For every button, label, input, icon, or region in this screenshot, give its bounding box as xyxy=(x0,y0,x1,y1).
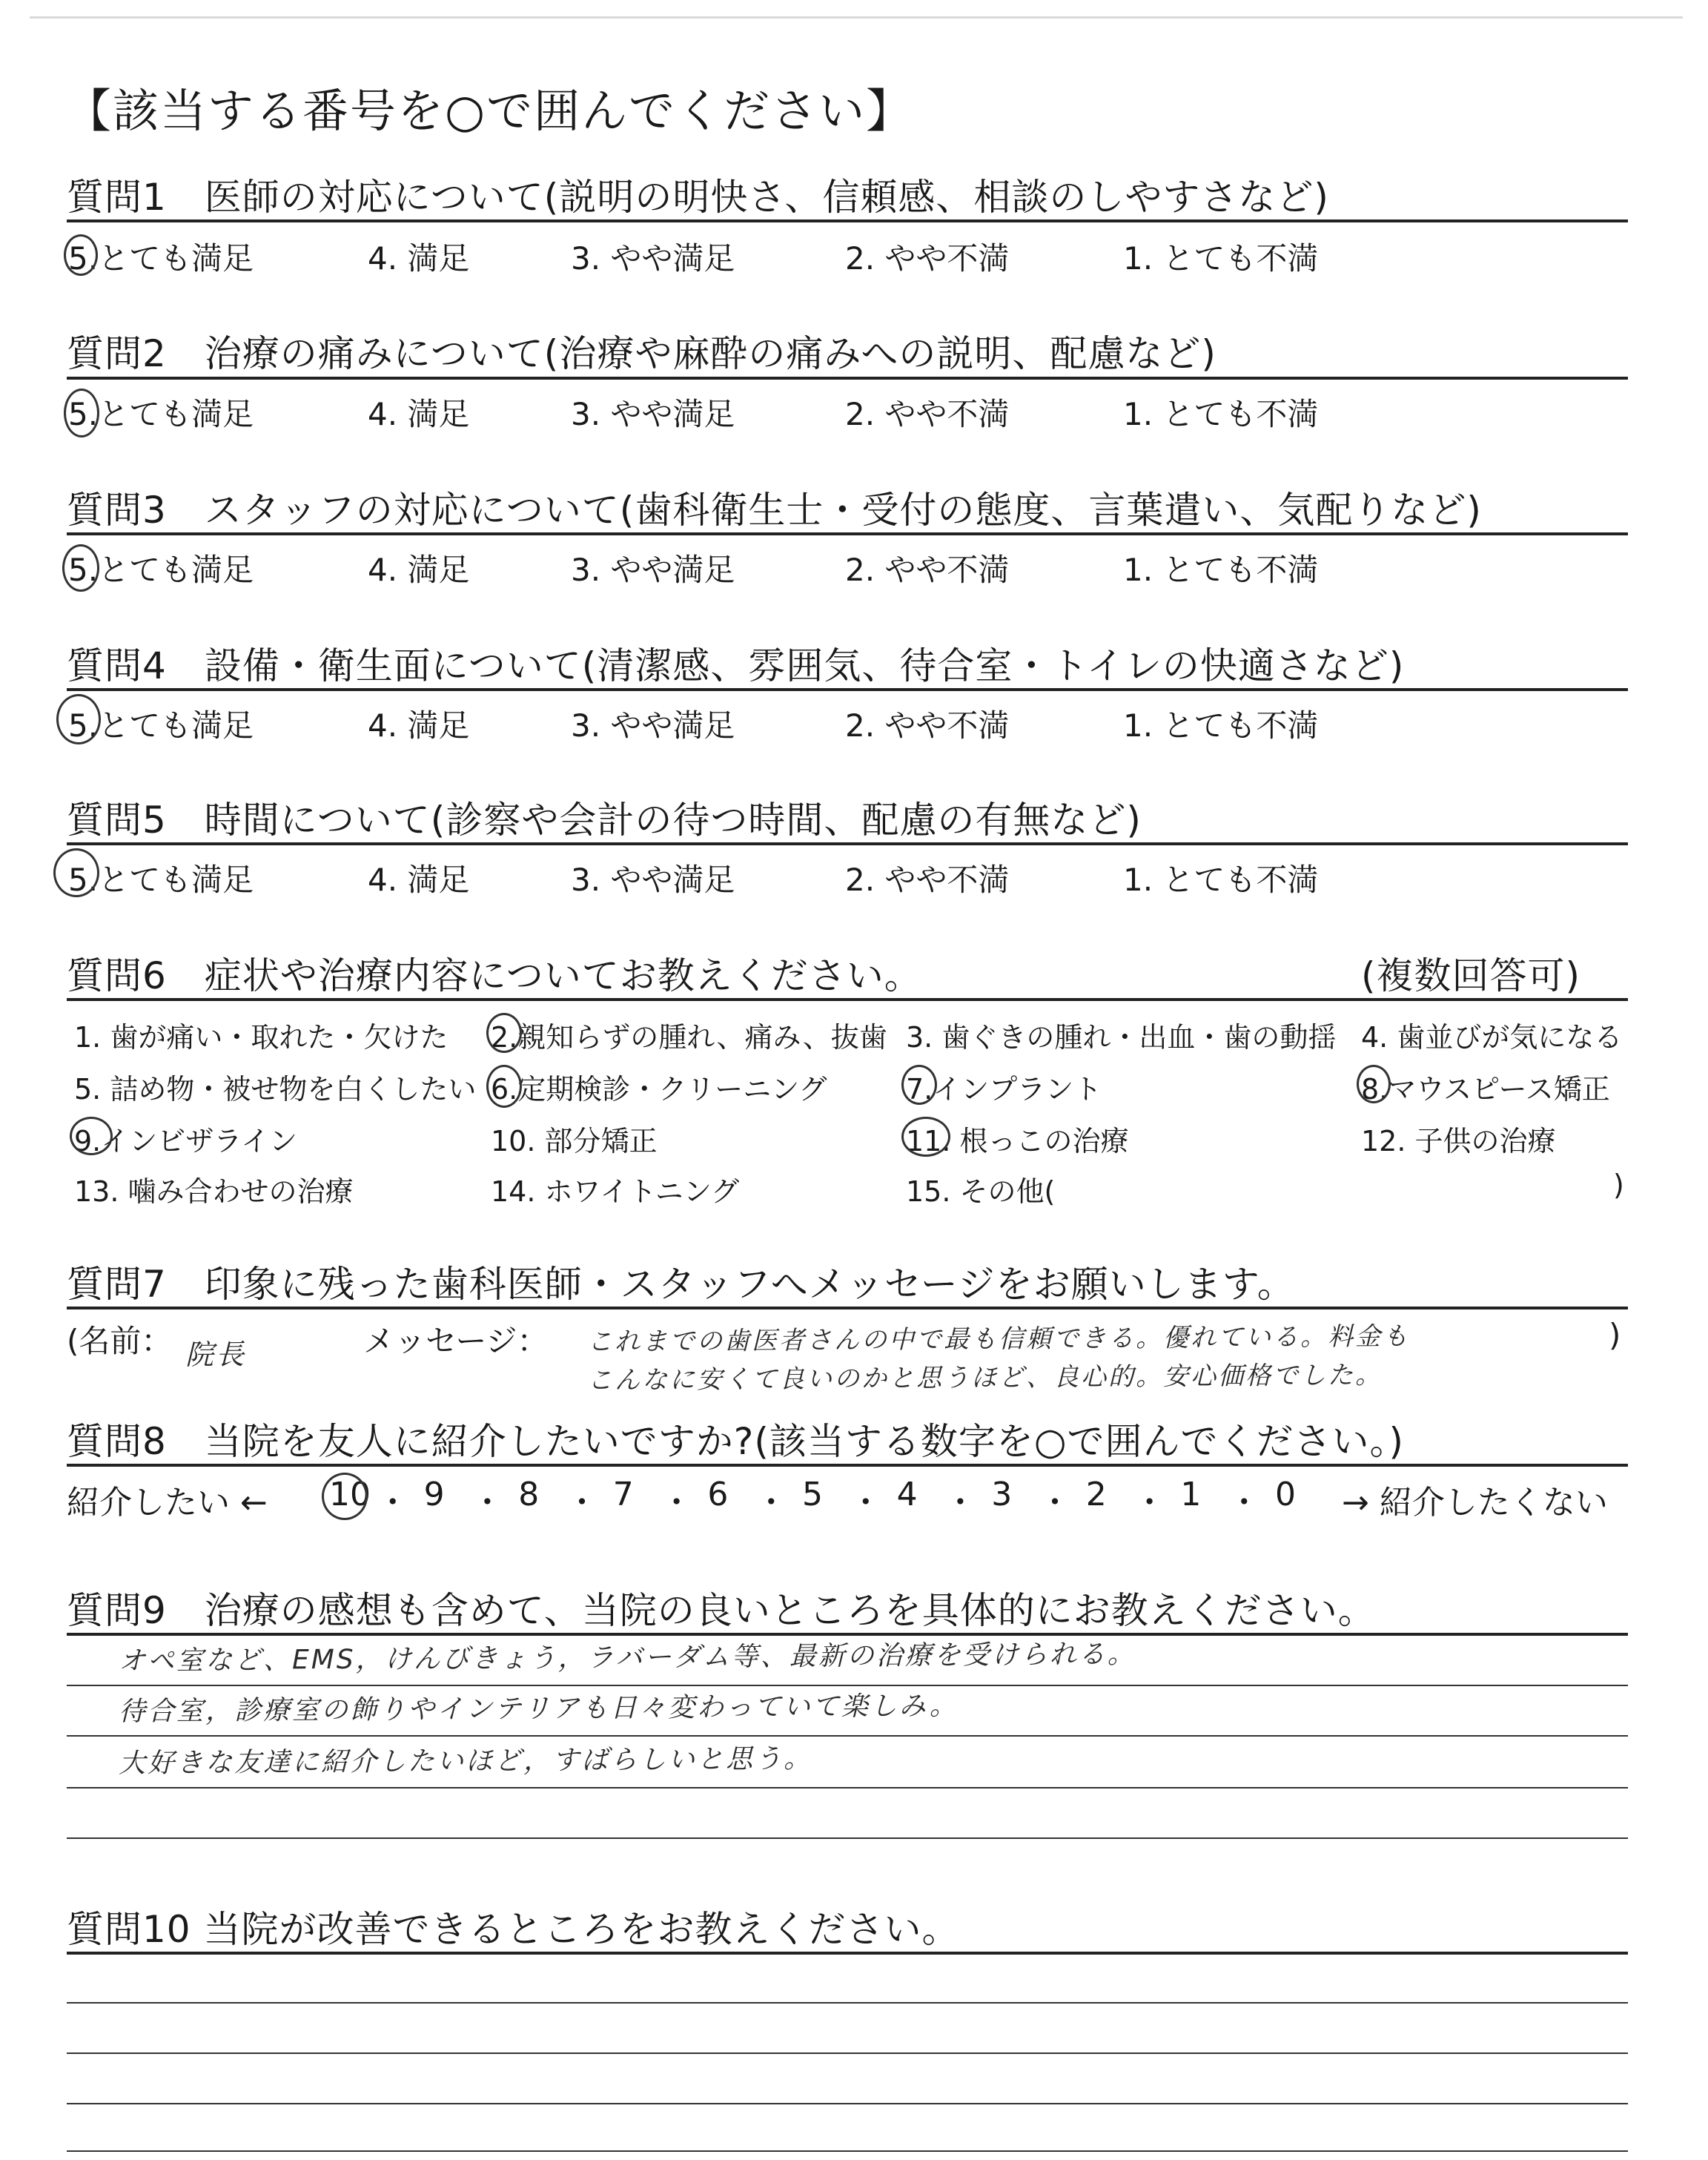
q7-message-line-2[interactable]: こんなに安くて良いのかと思うほど、良心的。安心価格でした。 xyxy=(586,1360,1383,1396)
q6-heading: 質問6 症状や治療内容についてお教えください。 xyxy=(67,954,922,997)
q3-selection-circle xyxy=(62,544,99,592)
q5-option-3[interactable]: 3. やや満足 xyxy=(571,862,735,898)
q8-scale-value[interactable]: 4 xyxy=(896,1476,918,1513)
q10-line-4 xyxy=(67,2150,1628,2152)
q6-option-5[interactable]: 5. 詰め物・被せ物を白くしたい xyxy=(74,1073,477,1106)
q9-line-4 xyxy=(67,1837,1628,1839)
q1-rule xyxy=(67,219,1628,222)
q6-option-3[interactable]: 3. 歯ぐきの腫れ・出血・歯の動揺 xyxy=(906,1021,1337,1054)
q5-heading: 質問5 時間について(診察や会計の待つ時間、配慮の有無など) xyxy=(67,799,1142,842)
q10-line-3 xyxy=(67,2103,1628,2104)
q7-heading: 質問7 印象に残った歯科医師・スタッフへメッセージをお願いします。 xyxy=(67,1263,1295,1306)
q1-option-5[interactable]: 5.とても満足 xyxy=(68,240,254,277)
q8-scale-dot: ・ xyxy=(755,1484,788,1522)
q6-option-6[interactable]: 6.定期検診・クリーニング xyxy=(491,1073,827,1106)
q4-selection-circle xyxy=(56,694,101,744)
q10-rule xyxy=(67,1952,1628,1955)
q3-rule xyxy=(67,532,1628,535)
q6-circle-8 xyxy=(1357,1065,1391,1103)
q8-scale-value[interactable]: 9 xyxy=(423,1476,445,1513)
q8-scale-value[interactable]: 5 xyxy=(802,1476,823,1513)
q2-option-4[interactable]: 4. 満足 xyxy=(368,396,470,432)
q6-other-close: ) xyxy=(1613,1169,1624,1201)
q6-option-1[interactable]: 1. 歯が痛い・取れた・欠けた xyxy=(74,1021,448,1054)
q8-scale-value[interactable]: 1 xyxy=(1180,1476,1202,1513)
q8-scale-value[interactable]: 10 xyxy=(329,1476,371,1513)
q4-option-4[interactable]: 4. 満足 xyxy=(368,707,470,744)
q6-rule xyxy=(67,998,1628,1001)
q2-option-3[interactable]: 3. やや満足 xyxy=(571,396,735,432)
q8-heading: 質問8 当院を友人に紹介したいですか?(該当する数字を○で囲んでください。) xyxy=(67,1420,1404,1463)
q1-option-3[interactable]: 3. やや満足 xyxy=(571,240,735,277)
q8-scale-dot: ・ xyxy=(1133,1484,1166,1522)
q7-rule xyxy=(67,1307,1628,1309)
q7-close-paren: ) xyxy=(1609,1317,1621,1353)
q9-answer-line-3[interactable]: 大好きな友達に紹介したいほど，すばらしいと思う。 xyxy=(118,1743,813,1779)
q3-option-5[interactable]: 5.とても満足 xyxy=(68,552,254,588)
q2-option-1[interactable]: 1. とても不満 xyxy=(1123,396,1319,432)
q3-option-1[interactable]: 1. とても不満 xyxy=(1123,552,1319,588)
q8-scale-value[interactable]: 6 xyxy=(707,1476,729,1513)
q1-option-1[interactable]: 1. とても不満 xyxy=(1123,240,1319,277)
q6-circle-6 xyxy=(486,1065,522,1108)
q8-scale-dot: ・ xyxy=(1228,1484,1261,1522)
q9-answer-line-2[interactable]: 待合室，診療室の飾りやインテリアも日々変わっていて楽しみ。 xyxy=(118,1691,959,1727)
q8-scale-value[interactable]: 7 xyxy=(612,1476,634,1513)
q6-option-14[interactable]: 14. ホワイトニング xyxy=(491,1175,740,1208)
q8-rule xyxy=(67,1464,1628,1467)
q6-circle-2 xyxy=(486,1013,522,1053)
q6-option-4[interactable]: 4. 歯並びが気になる xyxy=(1361,1021,1623,1054)
q2-rule xyxy=(67,377,1628,380)
q8-right-label: → 紹介したくない xyxy=(1342,1484,1608,1522)
q9-heading: 質問9 治療の感想も含めて、当院の良いところを具体的にお教えください。 xyxy=(67,1589,1376,1632)
q5-option-5[interactable]: 5.とても満足 xyxy=(68,862,254,898)
q2-selection-circle xyxy=(64,389,99,437)
q6-circle-11 xyxy=(901,1117,950,1157)
q10-heading: 質問10 当院が改善できるところをお教えください。 xyxy=(67,1908,960,1951)
q6-option-2[interactable]: 2.親知らずの腫れ、痛み、抜歯 xyxy=(491,1021,887,1054)
q8-scale-dot: ・ xyxy=(471,1484,504,1522)
q1-option-4[interactable]: 4. 満足 xyxy=(368,240,470,277)
q5-option-2[interactable]: 2. やや不満 xyxy=(845,862,1010,898)
q3-option-3[interactable]: 3. やや満足 xyxy=(571,552,735,588)
q2-heading: 質問2 治療の痛みについて(治療や麻酔の痛みへの説明、配慮など) xyxy=(67,332,1217,375)
q4-rule xyxy=(67,688,1628,691)
q5-rule xyxy=(67,842,1628,845)
q4-option-3[interactable]: 3. やや満足 xyxy=(571,707,735,744)
q6-option-9[interactable]: 9.インビザライン xyxy=(74,1125,298,1157)
q8-selection-circle xyxy=(322,1473,368,1520)
q3-heading: 質問3 スタッフの対応について(歯科衛生士・受付の態度、言葉遣い、気配りなど) xyxy=(67,489,1482,532)
q2-option-2[interactable]: 2. やや不満 xyxy=(845,396,1010,432)
q4-option-2[interactable]: 2. やや不満 xyxy=(845,707,1010,744)
q4-option-5[interactable]: 5.とても満足 xyxy=(68,707,254,744)
q4-heading: 質問4 設備・衛生面について(清潔感、雰囲気、待合室・トイレの快適さなど) xyxy=(67,644,1405,687)
q1-heading: 質問1 医師の対応について(説明の明快さ、信頼感、相談のしやすさなど) xyxy=(67,176,1329,219)
q5-selection-circle xyxy=(53,848,99,897)
q8-scale-dot: ・ xyxy=(376,1484,409,1522)
q6-option-10[interactable]: 10. 部分矯正 xyxy=(491,1125,658,1157)
q6-option-12[interactable]: 12. 子供の治療 xyxy=(1361,1125,1556,1157)
page-top-border xyxy=(30,16,1683,19)
q6-circle-9 xyxy=(70,1117,113,1155)
q7-message-label: メッセージ： xyxy=(363,1323,549,1359)
q5-option-1[interactable]: 1. とても不満 xyxy=(1123,862,1319,898)
q6-circle-7 xyxy=(901,1065,937,1105)
q8-scale-dot: ・ xyxy=(1039,1484,1071,1522)
q5-option-4[interactable]: 4. 満足 xyxy=(368,862,470,898)
q3-option-4[interactable]: 4. 満足 xyxy=(368,552,470,588)
q8-scale-value[interactable]: 2 xyxy=(1085,1476,1107,1513)
q6-option-8[interactable]: 8.マウスピース矯正 xyxy=(1361,1073,1610,1106)
q9-line-2 xyxy=(67,1735,1628,1737)
q8-scale-value[interactable]: 0 xyxy=(1275,1476,1296,1513)
q6-option-11[interactable]: 11. 根っこの治療 xyxy=(906,1125,1129,1157)
q9-line-3 xyxy=(67,1787,1628,1789)
q9-answer-line-1[interactable]: オペ室など、EMS，けんびきょう，ラバーダム等、最新の治療を受けられる。 xyxy=(118,1639,1136,1677)
q7-name-value[interactable]: 院長 xyxy=(185,1338,247,1371)
q3-option-2[interactable]: 2. やや不満 xyxy=(845,552,1010,588)
q6-note: (複数回答可) xyxy=(1361,954,1581,997)
q8-scale-dot: ・ xyxy=(660,1484,693,1522)
q7-message-line-1[interactable]: これまでの歯医者さんの中で最も信頼できる。優れている。料金も xyxy=(586,1321,1411,1357)
q8-scale-dot: ・ xyxy=(566,1484,598,1522)
q8-left-label: 紹介したい ← xyxy=(67,1484,268,1522)
q7-name-label: (名前： xyxy=(67,1323,173,1359)
q10-line-1 xyxy=(67,2002,1628,2004)
q10-line-2 xyxy=(67,2052,1628,2054)
q8-scale-value[interactable]: 8 xyxy=(518,1476,540,1513)
q6-option-15[interactable]: 15. その他( xyxy=(906,1175,1056,1208)
q6-option-13[interactable]: 13. 噛み合わせの治療 xyxy=(74,1175,354,1208)
q2-option-5[interactable]: 5.とても満足 xyxy=(68,396,254,432)
q4-option-1[interactable]: 1. とても不満 xyxy=(1123,707,1319,744)
q8-scale-value[interactable]: 3 xyxy=(991,1476,1013,1513)
page-title: 【該当する番号を○で囲んでください】 xyxy=(65,84,914,138)
q1-option-2[interactable]: 2. やや不満 xyxy=(845,240,1010,277)
q8-scale-dot: ・ xyxy=(944,1484,977,1522)
q6-option-7[interactable]: 7.インプラント xyxy=(906,1073,1102,1106)
q1-selection-circle xyxy=(64,234,98,276)
q8-scale-dot: ・ xyxy=(849,1484,882,1522)
